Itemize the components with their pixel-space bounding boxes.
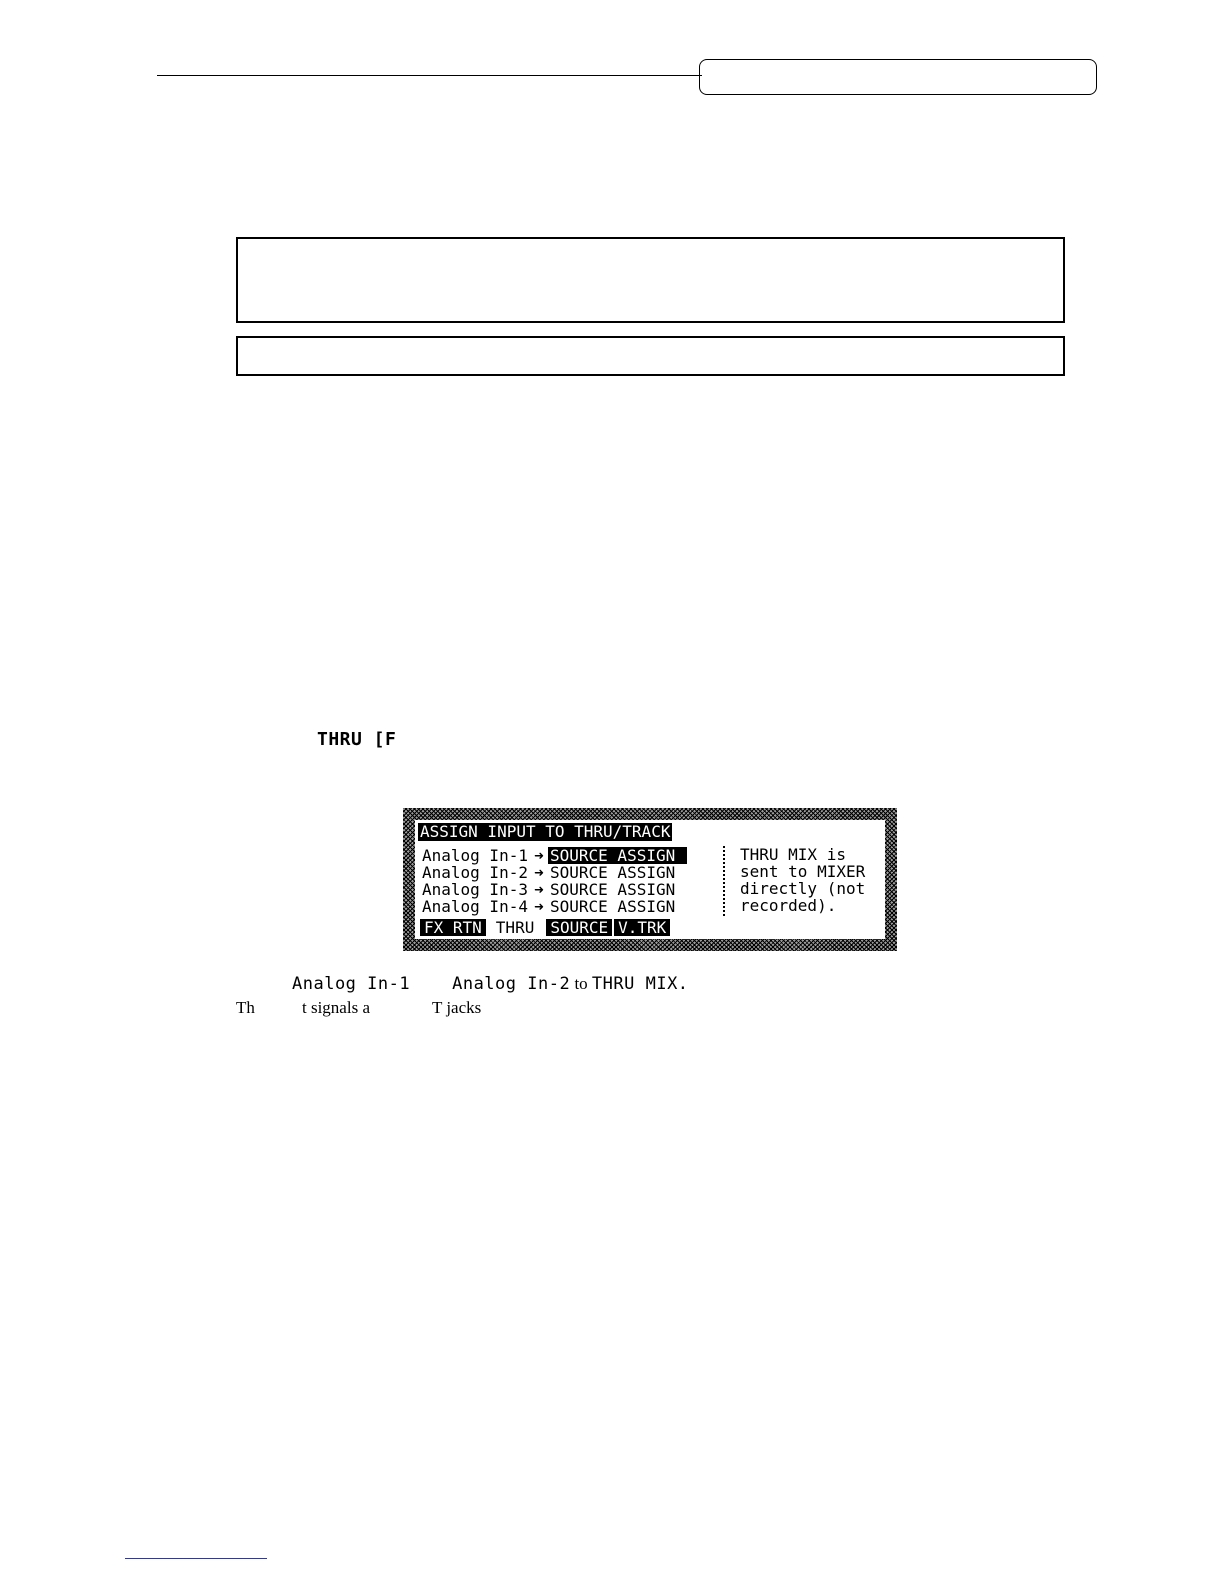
arrow-right-icon: ➜ (534, 846, 544, 865)
lcd-row-label: Analog In-3 (422, 880, 528, 899)
lcd-row[interactable] (422, 898, 677, 915)
lcd-row-label: Analog In-4 (422, 897, 528, 916)
note-box (236, 336, 1065, 376)
body-text-fragment: t signals a (302, 998, 370, 1017)
lcd-help-text: THRU MIX is sent to MIXER directly (not recorded). (740, 845, 866, 915)
note-box (236, 237, 1065, 323)
tab-thru[interactable]: THRU (495, 918, 535, 937)
header-rule (157, 75, 702, 76)
lcd-row-label: Analog In-1 (422, 846, 528, 865)
caption-input-2: Analog In-2 (452, 974, 571, 994)
body-text-fragment: T jacks (432, 998, 482, 1017)
lcd-row[interactable] (422, 847, 687, 864)
lcd-tab-bar (420, 919, 670, 936)
lcd-row-value[interactable]: SOURCE ASSIGN (550, 897, 676, 916)
caption-to: to (570, 974, 592, 993)
tab-source[interactable]: SOURCE (546, 919, 612, 936)
arrow-right-icon: ➜ (534, 897, 544, 916)
figure-caption (292, 974, 689, 994)
lcd-row-value[interactable]: SOURCE ASSIGN (550, 880, 676, 899)
footer-link-rule (125, 1558, 267, 1559)
lcd-row[interactable] (422, 864, 677, 881)
caption-thru-mix: THRU MIX. (591, 974, 689, 994)
lcd-row-label: Analog In-2 (422, 863, 528, 882)
lcd-row-value[interactable]: SOURCE ASSIGN (548, 847, 687, 864)
body-text-fragment: Th (236, 998, 255, 1017)
tab-fx-rtn[interactable]: FX RTN (420, 919, 486, 936)
lcd-row[interactable] (422, 881, 677, 898)
lcd-row-value[interactable]: SOURCE ASSIGN (550, 863, 676, 882)
arrow-right-icon: ➜ (534, 880, 544, 899)
caption-input-1: Analog In-1 (292, 974, 411, 994)
header-tab (699, 59, 1097, 95)
lcd-title: ASSIGN INPUT TO THRU/TRACK (420, 822, 671, 841)
lcd-divider (723, 846, 725, 916)
arrow-right-icon: ➜ (534, 863, 544, 882)
inline-lcd-reference: THRU [F (317, 729, 397, 750)
tab-v-trk[interactable]: V.TRK (612, 919, 670, 936)
